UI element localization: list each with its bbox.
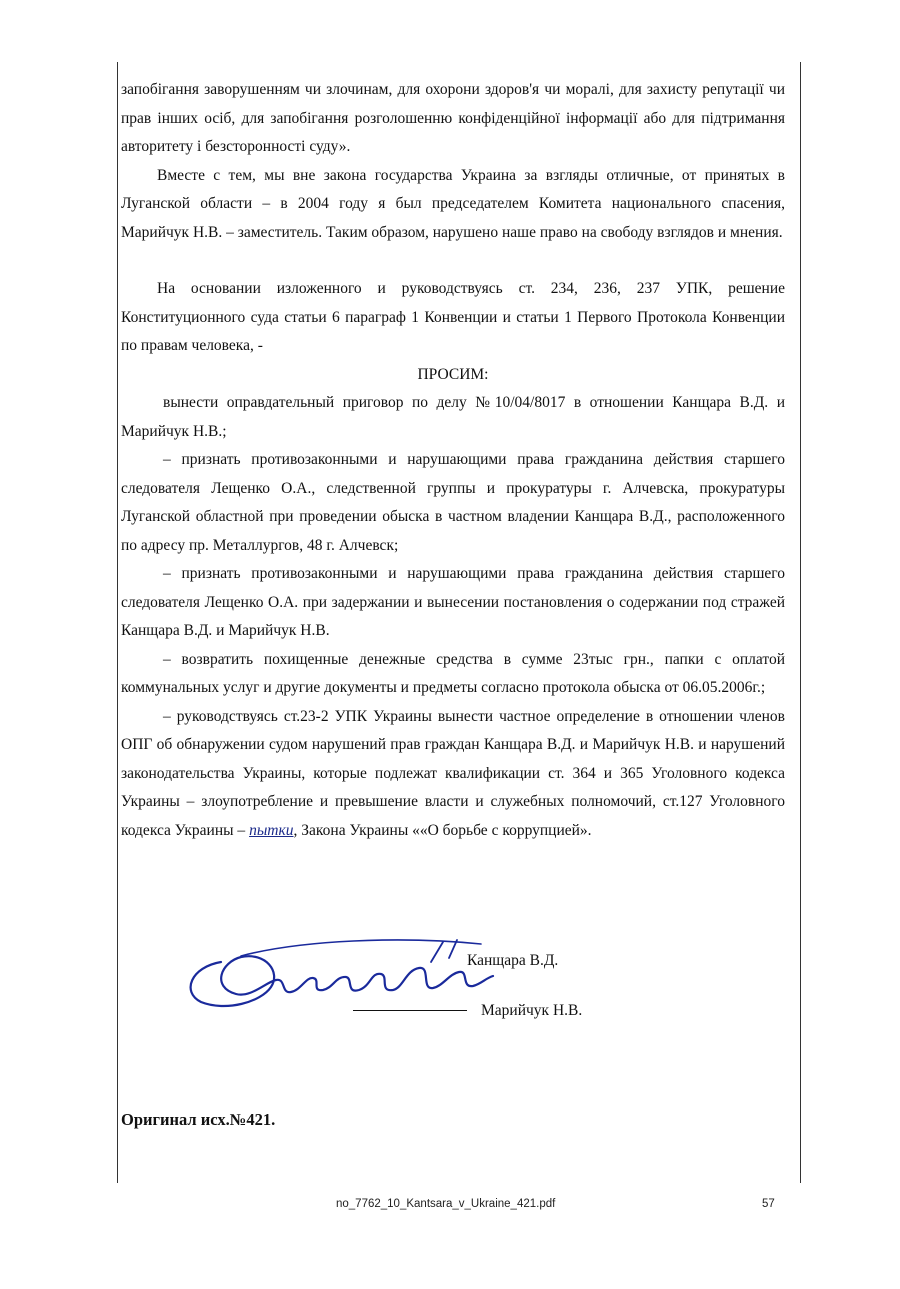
request-title: ПРОСИМ: bbox=[417, 365, 489, 383]
request-item-5-text-end: , Закона Украины ««О борьбе с коррупцией». bbox=[293, 821, 592, 839]
request-item-3: – признать противозаконными и нарушающими права гражданина действия старшего следователя Лещенко О.А. при задержании и вынесении постановления о содержании под стражей Канщара В.Д. и Марийчук Н.В. bbox=[121, 565, 785, 639]
request-item-5 bbox=[121, 703, 785, 846]
left-margin-line bbox=[117, 62, 118, 1183]
request-item-2: – признать противозаконными и нарушающими права гражданина действия старшего следователя Лещенко О.А., следственной группы и прокуратуры г. Алчевска, прокуратуры Луганской областной при проведении обыска в частном владении Канщара В.Д., расположенного по адресу пр. Металлургов, 48 г. Алчевск; bbox=[121, 451, 785, 554]
original-reference: Оригинал исх.№421. bbox=[121, 1110, 276, 1129]
handwritten-signature bbox=[181, 932, 511, 1012]
signer-name-2: Марийчук Н.В. bbox=[481, 1002, 583, 1019]
request-item-1: вынести оправдательный приговор по делу №10/04/8017 в отношении Канщара В.Д. и Марийчук Н.В.; bbox=[121, 394, 785, 440]
footer-page-number: 57 bbox=[762, 1198, 775, 1210]
paragraph-2: Вместе с тем, мы вне закона государства Украина за взгляды отличные, от принятых в Луганской области – в 2004 году я был председателем Комитета национального спасения, Марийчук Н.В. – заместитель. Таким образом, нарушено наше право на свободу взглядов и мнения. bbox=[121, 166, 785, 241]
signature-line bbox=[353, 1010, 467, 1011]
footer-filename: no_7762_10_Kantsara_v_Ukraine_421.pdf bbox=[336, 1198, 556, 1210]
torture-link[interactable]: пытки bbox=[249, 821, 294, 839]
paragraph-1: запобігання заворушенням чи злочинам, для охорони здоров'я чи моралі, для захисту репутації чи прав інших осіб, для запобігання розголошенню конфіденційної інформації або для підтримання авторитету і безсторонності суду». bbox=[121, 81, 785, 155]
right-margin-line bbox=[800, 62, 801, 1183]
request-item-4: – возвратить похищенные денежные средства в сумме 23тыс грн., папки с оплатой коммунальных услуг и другие документы и предметы согласно протокола обыска от 06.05.2006г.; bbox=[121, 650, 785, 696]
request-item-5-text: – руководствуясь ст.23-2 УПК Украины вынести частное определение в отношении членов ОПГ об обнаружении судом нарушений прав граждан Канщара В.Д. и Марийчук Н.В. и нарушений законодательства Украины, которые подлежат квалификации ст. 364 и 365 Уголовного кодекса Украины – злоупотребление и превышение власти и служебных полномочий, ст.127 Уголовного кодекса Украины – bbox=[121, 707, 785, 839]
paragraph-3: На основании изложенного и руководствуясь ст. 234, 236, 237 УПК, решение Конституционного суда статьи 6 параграф 1 Конвенции и статьи 1 Первого Протокола Конвенции по правам человека, - bbox=[121, 280, 785, 354]
document-body bbox=[121, 76, 785, 845]
signature-block bbox=[121, 922, 785, 1042]
signer-name-1: Канщара В.Д. bbox=[467, 952, 559, 969]
